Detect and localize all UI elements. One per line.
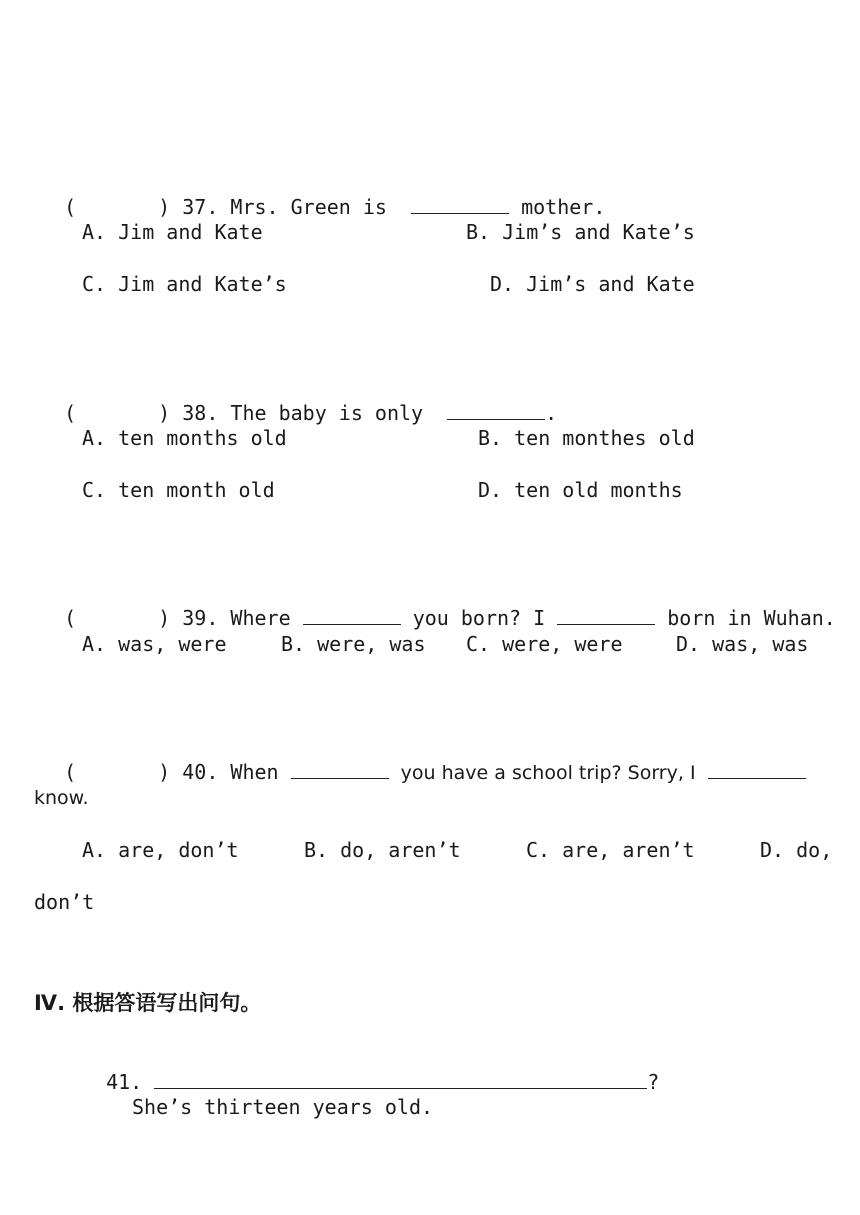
option-a: A. ten months old	[82, 426, 287, 450]
option-d: D. do,	[760, 838, 833, 862]
stem-text: When	[230, 760, 279, 784]
question-number: 37.	[182, 195, 219, 219]
stem-text: Mrs. Green is	[230, 195, 387, 219]
option-a: A. are, don’t	[82, 838, 239, 862]
question-40-stem	[40, 733, 806, 786]
answer-paren-open: (	[64, 606, 77, 630]
answer-blank	[303, 606, 401, 625]
answer-paren-open: (	[64, 401, 77, 425]
question-mark: ?	[647, 1070, 660, 1094]
answer-paren-close: )	[158, 760, 171, 784]
question-38-stem	[40, 374, 557, 426]
answer-blank	[708, 760, 806, 779]
given-answer: She’s thirteen years old.	[132, 1095, 434, 1119]
answer-blank	[154, 1070, 647, 1089]
option-a: A. was, were	[82, 632, 227, 656]
stem-text: Where	[230, 606, 291, 630]
stem-text: mother.	[521, 195, 606, 219]
answer-blank	[447, 401, 545, 420]
stem-text: you have a school trip? Sorry, I	[400, 762, 696, 784]
option-d: D. Jim’s and Kate	[490, 272, 695, 296]
option-b: B. were, was	[281, 632, 426, 656]
option-d: D. was, was	[676, 632, 809, 656]
option-c: C. Jim and Kate’s	[82, 272, 287, 296]
option-continuation: don’t	[34, 890, 95, 914]
answer-paren-close: )	[158, 606, 171, 630]
question-39-stem	[40, 579, 836, 631]
answer-blank	[411, 195, 509, 214]
stem-text: .	[545, 401, 558, 425]
answer-paren-open: (	[64, 195, 77, 219]
answer-blank	[291, 760, 389, 779]
option-b: B. Jim’s and Kate’s	[466, 220, 695, 244]
stem-text: you born? I	[412, 606, 546, 630]
question-number: 38.	[182, 401, 219, 425]
question-41	[82, 1043, 659, 1095]
answer-paren-close: )	[158, 195, 171, 219]
stem-text: The baby is only	[230, 401, 424, 425]
question-number: 39.	[182, 606, 219, 630]
option-b: B. ten monthes old	[478, 426, 695, 450]
option-c: C. are, aren’t	[526, 838, 695, 862]
question-number: 41.	[106, 1070, 143, 1094]
question-number: 40.	[182, 760, 219, 784]
stem-continuation: know.	[34, 787, 89, 809]
option-b: B. do, aren’t	[304, 838, 461, 862]
section-heading: Ⅳ. 根据答语写出问句。	[34, 991, 262, 1015]
option-c: C. were, were	[466, 632, 623, 656]
answer-blank	[557, 606, 655, 625]
question-37-stem	[40, 168, 605, 220]
option-c: C. ten month old	[82, 478, 275, 502]
option-a: A. Jim and Kate	[82, 220, 263, 244]
stem-text: born in Wuhan.	[667, 606, 836, 630]
answer-paren-close: )	[158, 401, 171, 425]
option-d: D. ten old months	[478, 478, 683, 502]
answer-paren-open: (	[64, 760, 77, 784]
